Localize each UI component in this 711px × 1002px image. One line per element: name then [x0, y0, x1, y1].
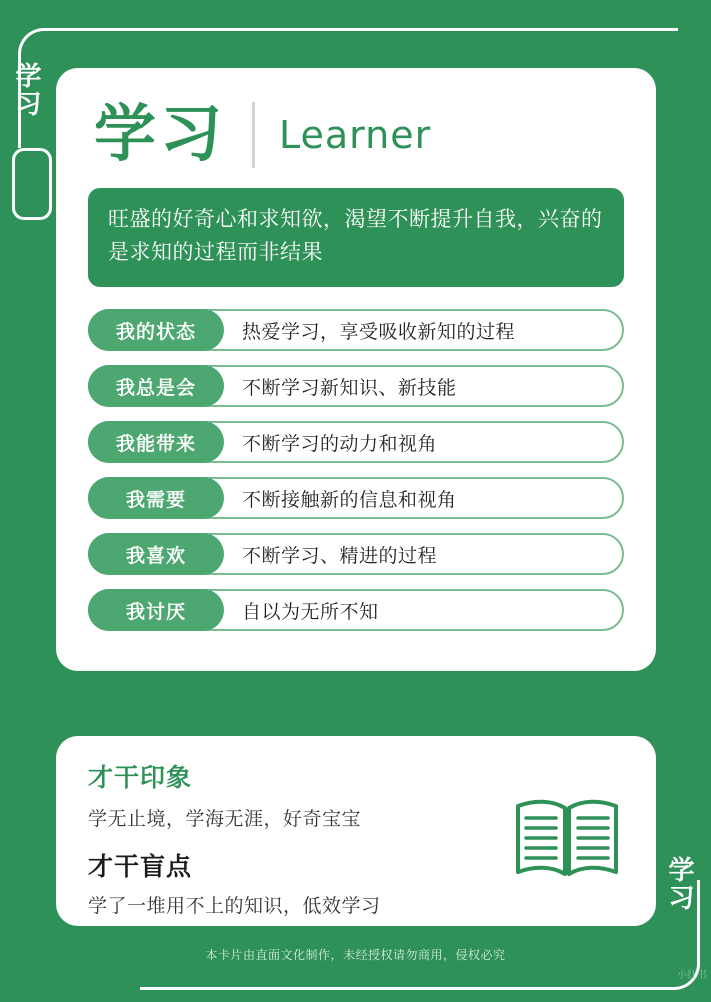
list-item — [88, 309, 624, 351]
frame-tab-decoration — [12, 148, 52, 220]
main-card — [56, 68, 656, 671]
list-item — [88, 365, 624, 407]
side-label-right: 学习 — [668, 855, 696, 914]
page-title-en: Learner — [279, 113, 432, 157]
watermark: 小红书 — [677, 970, 707, 981]
bottom-card — [56, 736, 656, 926]
row-value: 不断学习、精进的过程 — [242, 545, 438, 567]
row-label: 我的状态 — [88, 309, 224, 351]
row-label: 我喜欢 — [88, 533, 224, 575]
footer-note: 本卡片由直面文化制作，未经授权请勿商用，侵权必究 — [205, 948, 506, 962]
list-item — [88, 421, 624, 463]
row-value: 不断学习新知识、新技能 — [242, 377, 457, 399]
list-item — [88, 589, 624, 631]
title-row — [84, 94, 628, 182]
row-value: 自以为无所不知 — [242, 601, 379, 623]
summary-banner: 旺盛的好奇心和求知欲，渴望不断提升自我，兴奋的是求知的过程而非结果 — [88, 188, 624, 287]
row-label: 我总是会 — [88, 365, 224, 407]
attribute-list — [88, 309, 624, 631]
row-value: 热爱学习，享受吸收新知的过程 — [242, 321, 516, 343]
row-value: 不断学习的动力和视角 — [242, 433, 438, 455]
list-item — [88, 533, 624, 575]
impression-text: 学无止境，学海无涯，好奇宝宝 — [88, 809, 362, 830]
row-label: 我讨厌 — [88, 589, 224, 631]
row-label: 我能带来 — [88, 421, 224, 463]
blindspot-text: 学了一堆用不上的知识，低效学习 — [88, 896, 381, 917]
row-label: 我需要 — [88, 477, 224, 519]
title-divider — [252, 102, 255, 168]
page-title-cn: 学习 — [94, 100, 227, 169]
open-book-icon — [512, 794, 622, 885]
list-item — [88, 477, 624, 519]
impression-title: 才干印象 — [88, 764, 193, 792]
blindspot-title: 才干盲点 — [88, 853, 193, 881]
row-value: 不断接触新的信息和视角 — [242, 489, 457, 511]
side-label-left: 学习 — [15, 61, 43, 120]
